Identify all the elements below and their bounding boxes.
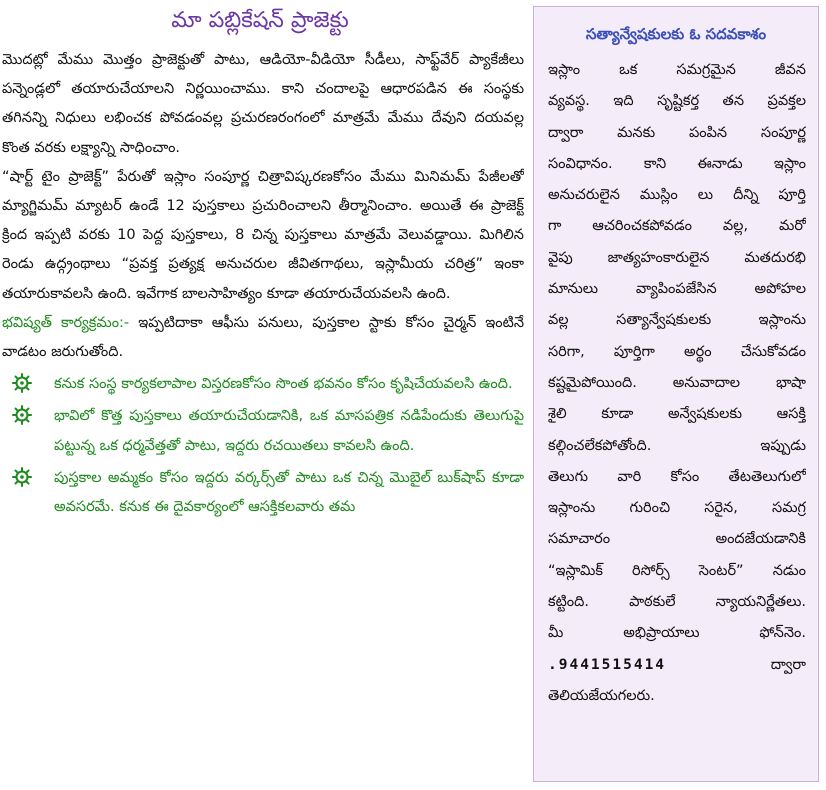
bullet-writers — [2, 402, 524, 460]
sidebar-line: ఇస్లాం ఒక సమగ్రమైన జీవన — [548, 62, 806, 78]
sidebar-line: సమాచారం అందజేయడానికి — [548, 531, 806, 548]
sidebar-line: గా ఆచరించకపోవడం వల్ల, మరో — [548, 218, 806, 235]
bullet-bookshop-text: పుస్తకాల అమ్మకం కోసం ఇద్దరు వర్కర్స్‌తో పాటు ఒక చిన్న మొబైల్ బుక్‌షాప్ కూడా అవసరమే. కనుక ఈ దైవకార్యంలో ఆసక్తికలవారు తమ — [54, 469, 524, 516]
sidebar-line: సరిగా, పూర్తిగా అర్థం చేసుకోవడం — [548, 343, 806, 360]
sidebar-line: వైపు జాత్యహంకారులైన మతదురభి — [548, 249, 806, 266]
bullet-bookshop — [2, 464, 524, 522]
bullet-building — [2, 370, 524, 399]
sidebar-phone-line — [548, 650, 806, 681]
sidebar-line: కష్టమైపోయింది. అనువాదాల భాషా — [548, 374, 806, 391]
sidebar-line: కల్గించలేకపోతోంది. ఇప్పుడు — [548, 437, 806, 454]
bullet-building-text: కనుక సంస్థ కార్యకలాపాల విస్తరణకోసం సొంత భవనం కోసం కృషిచేయవలసి ఉంది. — [54, 376, 513, 393]
paragraph-future-program — [2, 309, 524, 367]
sidebar-body — [548, 55, 806, 712]
sidebar-line: ఇస్లాంను గురించి సరైన, సమగ్ర — [548, 500, 806, 517]
dharma-wheel-icon — [12, 464, 32, 490]
dharma-wheel-icon — [12, 370, 32, 396]
sidebar-line: మీ అభిప్రాయాలు ఫోన్‌నెం. — [548, 625, 806, 642]
sidebar-line: ద్వారా మనకు పంపిన సంపూర్ణ — [548, 124, 806, 141]
sidebar-line: “ఇస్లామిక్ రిసోర్స్ సెంటర్” నడుం — [548, 562, 806, 579]
paragraph-short-time-project: “షార్ట్ టైం ప్రాజెక్ట్” పేరుతో ఇస్లాం సంపూర్ణ చిత్రావిష్కరణకోసం మేము మినిమమ్ పేజీలతో మ్యాగ్జిమమ్ మ్యాటర్ ఉండే 12 పుస్తకాలు ప్రచురించాలని తీర్మానించాం. అయితే ఈ ప్రాజెక్ట్ క్రింద ఇప్పటి వరకు 10 పెద్ద పుస్తకాలు, 8 చిన్న పుస్తకాలు మాత్రమే వెలువడ్డాయి. మిగిలిన రెండు ఉద్గ్రంథాలు “ప్రవక్త ప్రత్యక్ష అనుచరుల జీవితగాథలు, ఇస్లామీయ చరిత్ర” ఇంకా తయారుకావలసి ఉంది. ఇవేగాక బాలసాహిత్యం కూడా తయారుచేయవలసి ఉంది. — [2, 168, 524, 302]
dharma-wheel-icon — [12, 402, 32, 428]
paragraph-intro: మొదట్లో మేము మొత్తం ప్రాజెక్టుతో పాటు, ఆడియో-వీడియో సీడీలు, సాఫ్ట్‌వేర్ ప్యాకేజీలు పన్నెండ్లలో తయారుచేయాలని నిర్ణయించాము. కాని చందాలపై ఆధారపడిన ఈ సంస్థకు తగినన్ని నిధులు లభించక పోవడంవల్ల ప్రచురణరంగంలో మాత్రమే మేము దేవుని దయవల్ల కొంత వరకు లక్ష్యాన్ని సాధించాం. — [2, 52, 524, 156]
page-title: మా పబ్లికేషన్ ప్రాజెక్టు — [171, 8, 349, 33]
main-article — [2, 46, 524, 522]
sidebar-line: శైలి కూడా అన్వేషకులకు ఆసక్తి — [548, 406, 806, 423]
sidebar-line: కట్టింది. పాఠకులే న్యాయనిర్ణేతలు. — [548, 594, 806, 611]
bullet-writers-text: భావిలో కొత్త పుస్తకాలు తయారుచేయడానికి, ఒక మాసపత్రిక నడిపేందుకు తెలుగుపై పట్టున్న ఒక ధర్మవేత్తతో పాటు, ఇద్దరు రచయితలు కావలసి ఉంది. — [54, 408, 524, 454]
sidebar-title: సత్యాన్వేషకులకు ఓ సదవకాశం — [585, 25, 767, 43]
sidebar-line: అనుచరులైన ముస్లిం లు దీన్ని పూర్తి — [548, 187, 806, 204]
phone-number: .9441515414 — [548, 656, 667, 673]
sidebar-line: వల్ల సత్యాన్వేషకులకు ఇస్లాంను — [548, 312, 806, 329]
sidebar-box — [533, 6, 819, 782]
phone-suffix: ద్వారా — [770, 656, 806, 673]
sidebar-line: తెలియజేయగలరు. — [548, 687, 655, 704]
sidebar-line: సంవిధానం. కాని ఈనాడు ఇస్లాం — [548, 155, 806, 172]
future-program-label: భవిష్యత్ కార్యక్రమం:- — [2, 314, 130, 331]
sidebar-line: మానులు వ్యాపింపజేసిన అపోహల — [548, 281, 806, 298]
sidebar-line: తెలుగు వారి కోసం తేటతెలుగులో — [548, 468, 806, 485]
future-program-text: ఇప్పటిదాకా ఆఫీసు పనులు, పుస్తకాల స్టాకు కోసం చైర్మన్ ఇంటినే వాడటం జరుగుతోంది. — [2, 314, 524, 361]
sidebar-line: వ్యవస్థ. ఇది సృష్టికర్త తన ప్రవక్తల — [548, 93, 806, 110]
